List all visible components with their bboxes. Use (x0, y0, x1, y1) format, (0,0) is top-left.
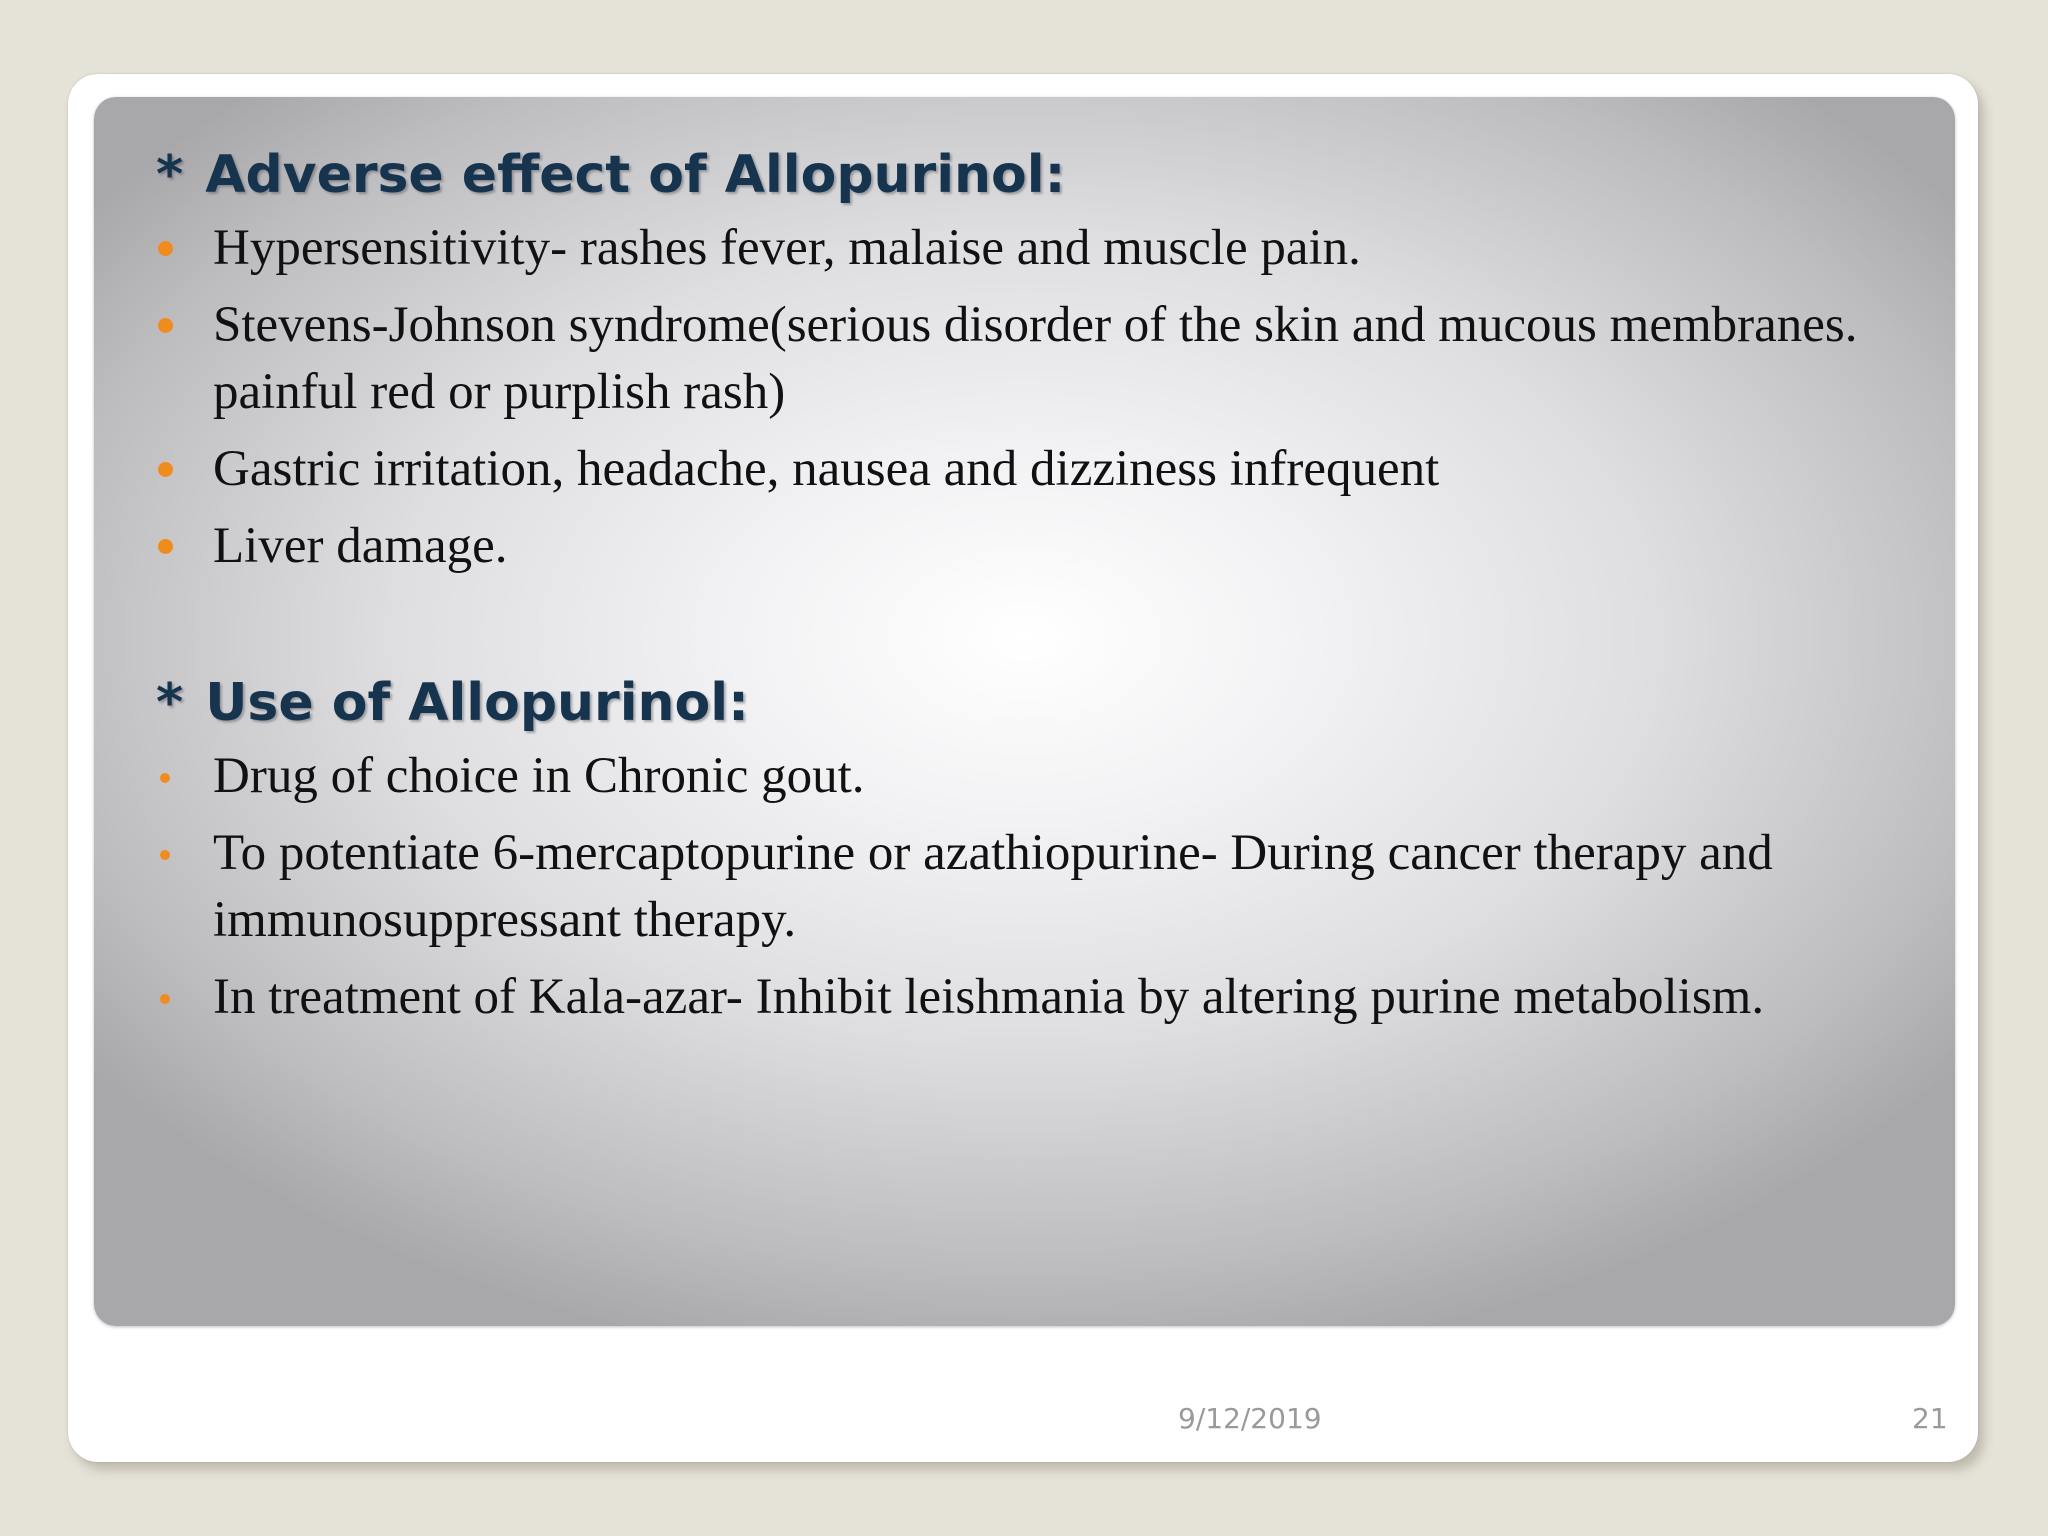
list-item (94, 513, 1955, 580)
heading-marker: * (156, 673, 184, 733)
list-item-text: Stevens-Johnson syndrome(serious disorder of the skin and mucous membranes. painful red or purplish rash) (213, 297, 1858, 420)
list-item (94, 436, 1955, 503)
list-item-text: To potentiate 6-mercaptopurine or azathiopurine- During cancer therapy and immunosuppressant therapy. (213, 825, 1773, 948)
list-item (94, 743, 1955, 810)
adverse-effects-section (94, 139, 1955, 580)
bullet-dot-icon (158, 462, 173, 477)
uses-list (94, 743, 1955, 1031)
list-item (94, 820, 1955, 954)
list-item (94, 215, 1955, 282)
heading-marker: * (156, 145, 184, 205)
adverse-effects-heading (94, 139, 1955, 211)
heading-text: Use of Allopurinol: (205, 673, 749, 733)
adverse-effects-list (94, 215, 1955, 580)
heading-text: Adverse effect of Allopurinol: (205, 145, 1066, 205)
bullet-dot-icon (158, 539, 173, 554)
footer-date: 9/12/2019 (1178, 1402, 1322, 1435)
list-item-text: Drug of choice in Chronic gout. (213, 748, 865, 804)
bullet-dot-icon (158, 241, 173, 256)
bullet-dot-icon (160, 850, 170, 860)
uses-heading (94, 667, 1955, 739)
uses-section (94, 667, 1955, 1031)
list-item-text: Gastric irritation, headache, nausea and dizziness infrequent (213, 441, 1440, 497)
slide-number: 21 (1912, 1402, 1948, 1435)
list-item-text: In treatment of Kala-azar- Inhibit leishmania by altering purine metabolism. (213, 969, 1765, 1025)
bullet-dot-icon (160, 994, 170, 1004)
content-panel (94, 97, 1955, 1326)
bullet-dot-icon (158, 318, 173, 333)
list-item (94, 292, 1955, 426)
bullet-dot-icon (160, 773, 170, 783)
list-item-text: Liver damage. (213, 518, 508, 574)
list-item (94, 964, 1955, 1031)
list-item-text: Hypersensitivity- rashes fever, malaise and muscle pain. (213, 220, 1361, 276)
